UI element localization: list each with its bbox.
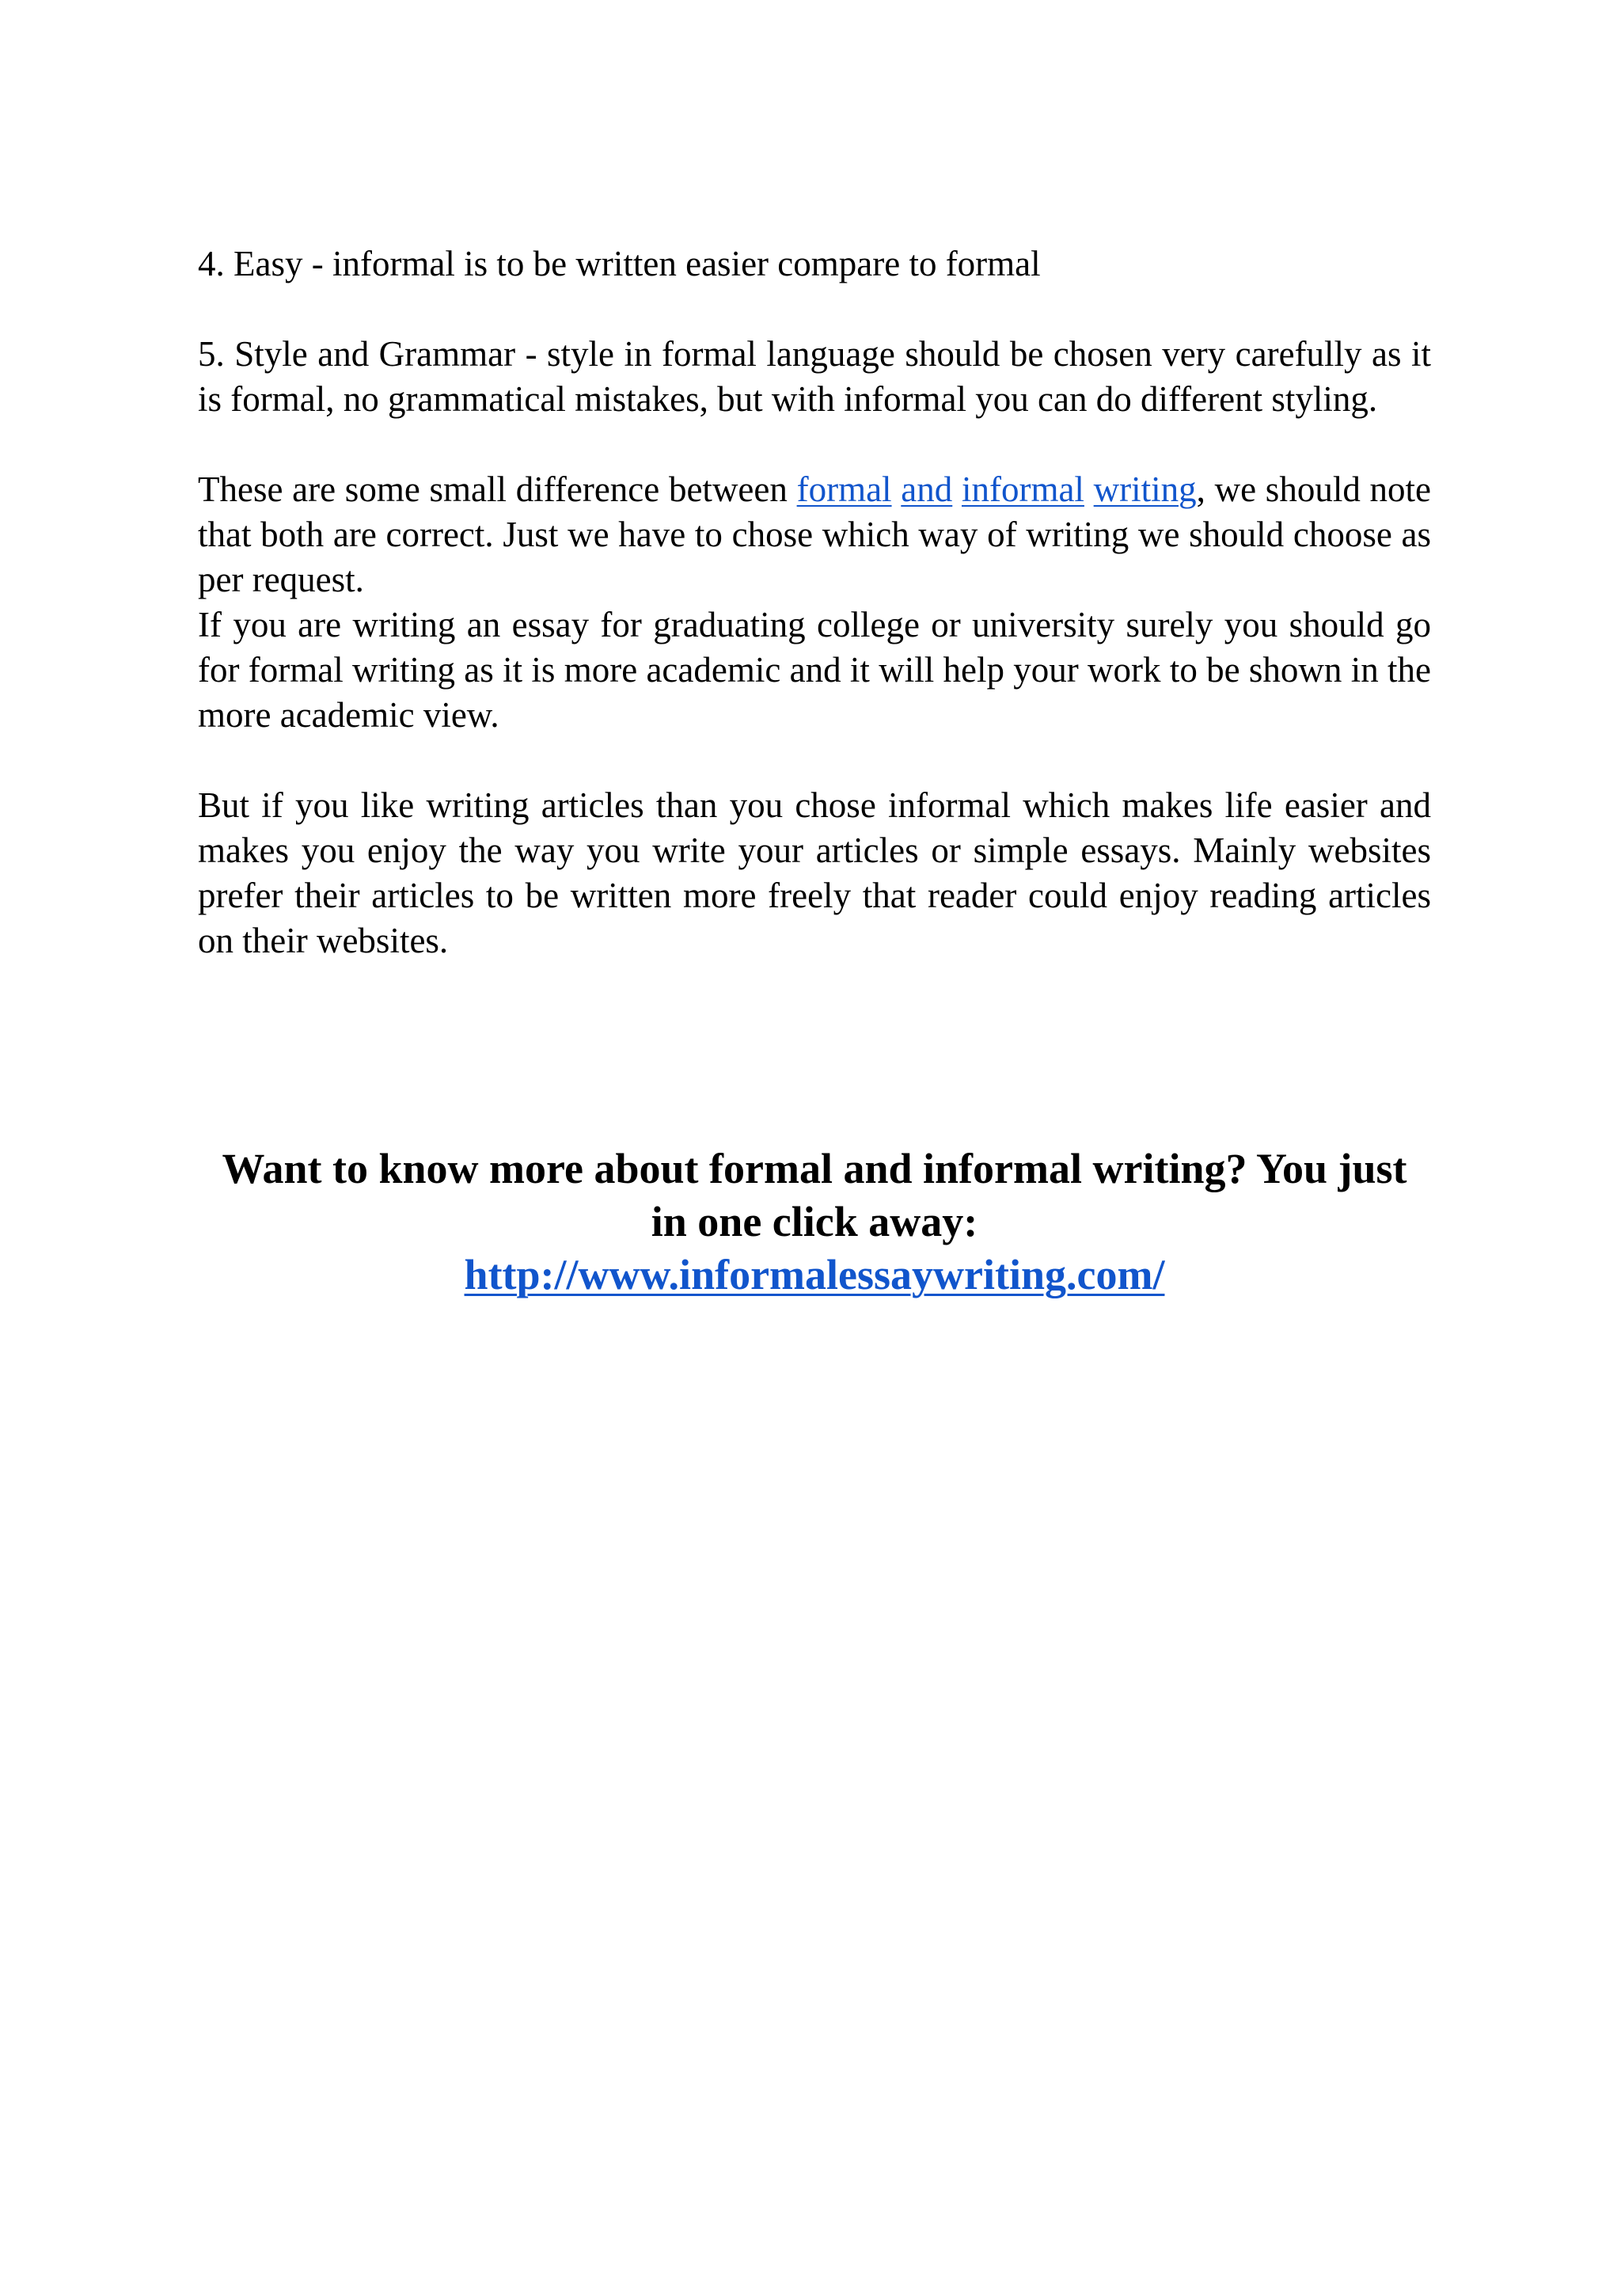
document-body <box>198 241 1431 964</box>
paragraph-formal-advice: If you are writing an essay for graduating college or university surely you should go for formal writing as it is more academic and it will help your work to be shown in the more academic view. <box>198 605 1431 735</box>
cta-link-wrapper <box>198 1249 1431 1302</box>
paragraph-differences <box>198 467 1431 603</box>
list-item-style-grammar: 5. Style and Grammar - style in formal language should be chosen very carefully as it is formal, no grammatical mistakes, but with informal you can do different styling. <box>198 334 1431 419</box>
paragraph-differences-rest: , we should note that both are correct. Just we have to chose which way of writing we should choose as per request. <box>198 469 1432 599</box>
list-item-easy: 4. Easy - informal is to be written easier compare to formal <box>198 244 1041 283</box>
link-formal[interactable]: formal <box>796 469 892 509</box>
cta-url-link[interactable]: http://www.informalessaywriting.com/ <box>464 1251 1165 1298</box>
paragraph-informal-advice: But if you like writing articles than you chose informal which makes life easier and makes you enjoy the way you write your articles or simple essays. Mainly websites prefer their articles to be written more freely that reader could enjoy reading articles on their websites. <box>198 785 1431 960</box>
paragraph-spacer <box>198 738 1431 783</box>
call-to-action <box>198 1142 1431 1302</box>
cta-line-1: Want to know more about formal and informal writing? You just <box>222 1145 1407 1192</box>
link-and[interactable]: and <box>901 469 953 509</box>
paragraph-spacer <box>198 287 1431 332</box>
link-informal[interactable]: informal <box>961 469 1084 509</box>
paragraph-differences-intro: These are some small difference between <box>198 469 797 509</box>
link-writing[interactable]: writing <box>1093 469 1197 509</box>
paragraph-spacer <box>198 422 1431 467</box>
cta-line-2: in one click away: <box>651 1198 978 1245</box>
